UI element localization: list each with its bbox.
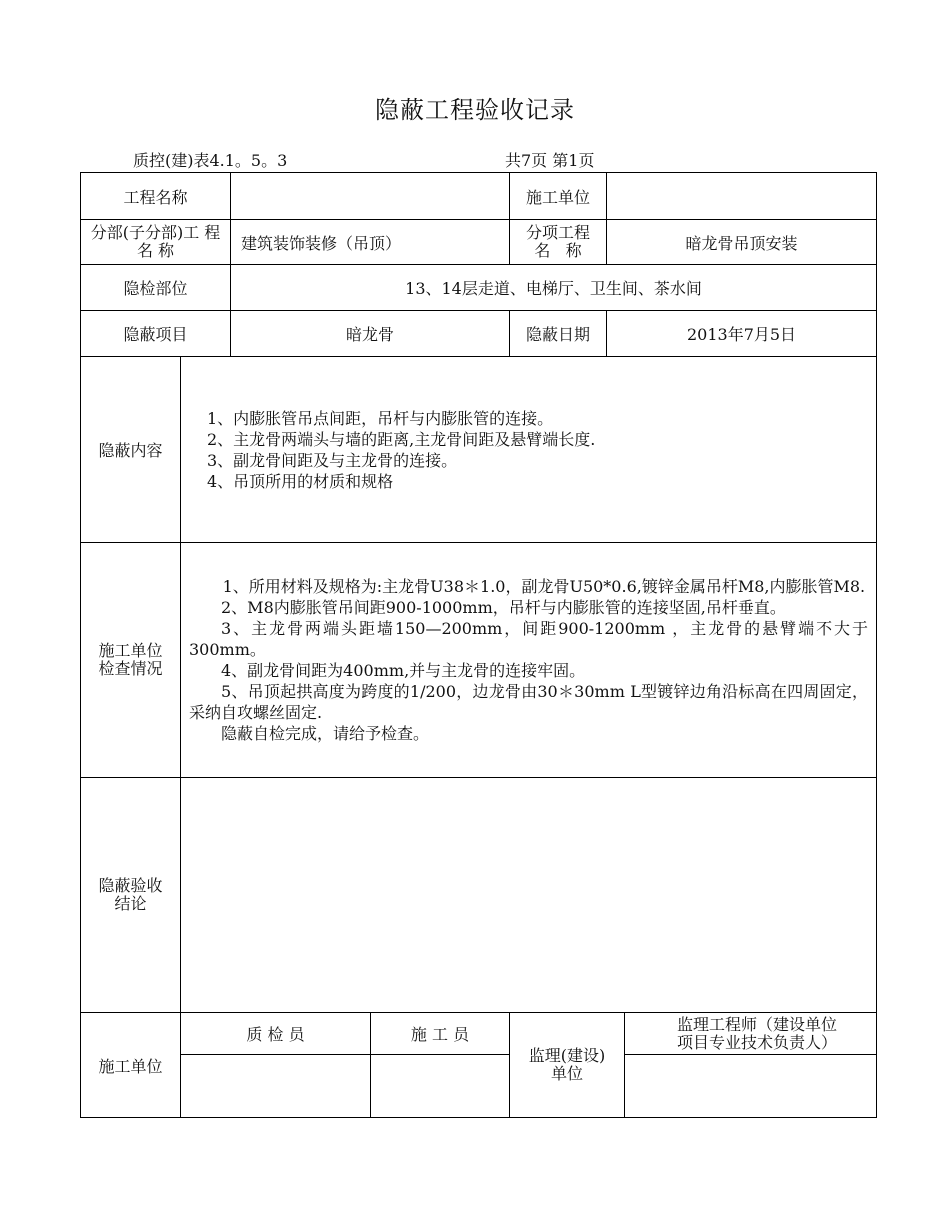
subdivision-label-line2: 名 称 [136,241,175,260]
subitem-label-line2: 名 称 [534,241,582,260]
subdivision-label [81,220,231,265]
location-value[interactable]: 13、14层走道、电梯厅、卫生间、茶水间 [231,265,877,311]
project-name-value[interactable] [231,173,510,220]
subitem-label [510,220,607,265]
inspection-record-table [80,172,877,1118]
date-value[interactable]: 2013年7月5日 [607,311,877,357]
inspection-paragraph: 隐蔽自检完成，请给予检查。 [221,724,430,743]
subdivision-label-line1: 分部(子分部)工 程 [90,223,221,242]
supervision-label-line2: 单位 [551,1064,584,1083]
inspection-paragraph: 1、所用材料及规格为:主龙骨U38＊1.0，副龙骨U50*0.6,镀锌金属吊杆M8,内膨胀管M8. [222,577,866,596]
subdivision-value[interactable]: 建筑装饰装修（吊顶） [231,220,510,265]
inspection-paragraph: 3、主龙骨两端头距墙150—200mm，间距900-1200mm ，主龙骨的悬臂端不大于300mm。 [189,619,869,659]
conclusion-label-line2: 结论 [114,894,147,913]
list-item: 4、吊顶所用的材质和规格 [207,471,394,491]
conclusion-value[interactable] [181,778,877,1013]
hidden-content-cell[interactable] [181,357,877,543]
inspection-label-line2: 检查情况 [98,659,163,678]
item-label: 隐蔽项目 [81,311,231,357]
site-worker-signature[interactable] [371,1055,510,1118]
construction-unit-value[interactable] [607,173,877,220]
conclusion-label-line1: 隐蔽验收 [98,876,163,895]
date-label: 隐蔽日期 [510,311,607,357]
supervision-label-line1: 监理(建设) [528,1046,606,1065]
site-worker-label: 施 工 员 [371,1013,510,1055]
page-info: 共7页 第1页 [505,151,595,170]
supervision-label [510,1013,625,1118]
inspection-label-line1: 施工单位 [98,641,163,660]
inspection-paragraph: 2、M8内膨胀管吊间距900-1000mm，吊杆与内膨胀管的连接坚固,吊杆垂直。 [221,598,786,617]
list-item: 1、内膨胀管吊点间距，吊杆与内膨胀管的连接。 [207,408,554,428]
inspection-paragraph: 4、副龙骨间距为400mm,并与主龙骨的连接牢固。 [221,661,586,680]
list-item: 3、副龙骨间距及与主龙骨的连接。 [207,450,458,470]
hidden-content-list [181,408,876,492]
page-title: 隐蔽工程验收记录 [375,96,575,124]
list-item: 2、主龙骨两端头与墙的距离,主龙骨间距及悬臂端长度. [207,429,596,449]
inspection-label [81,543,181,778]
inspection-text [181,576,876,744]
item-value[interactable]: 暗龙骨 [231,311,510,357]
engineer-label-line2: 项目专业技术负责人） [677,1032,838,1052]
subitem-label-line1: 分项工程 [526,223,591,242]
hidden-content-label: 隐蔽内容 [81,357,181,543]
inspection-cell[interactable] [181,543,877,778]
engineer-signature[interactable] [625,1055,877,1118]
qc-inspector-signature[interactable] [181,1055,371,1118]
conclusion-label [81,778,181,1013]
qc-inspector-label: 质 检 员 [181,1013,371,1055]
project-name-label: 工程名称 [81,173,231,220]
signature-unit-label: 施工单位 [81,1013,181,1118]
form-code: 质控(建)表4.1。5。3 [133,151,288,170]
engineer-label-line1: 监理工程师（建设单位 [677,1014,838,1034]
engineer-label [625,1013,877,1055]
location-label: 隐检部位 [81,265,231,311]
inspection-paragraph: 5、吊顶起拱高度为跨度的1/200，边龙骨由30＊30mm L型镀锌边角沿标高在四周固定，采纳自攻螺丝固定. [189,682,869,722]
subitem-value[interactable]: 暗龙骨吊顶安装 [607,220,877,265]
construction-unit-label: 施工单位 [510,173,607,220]
